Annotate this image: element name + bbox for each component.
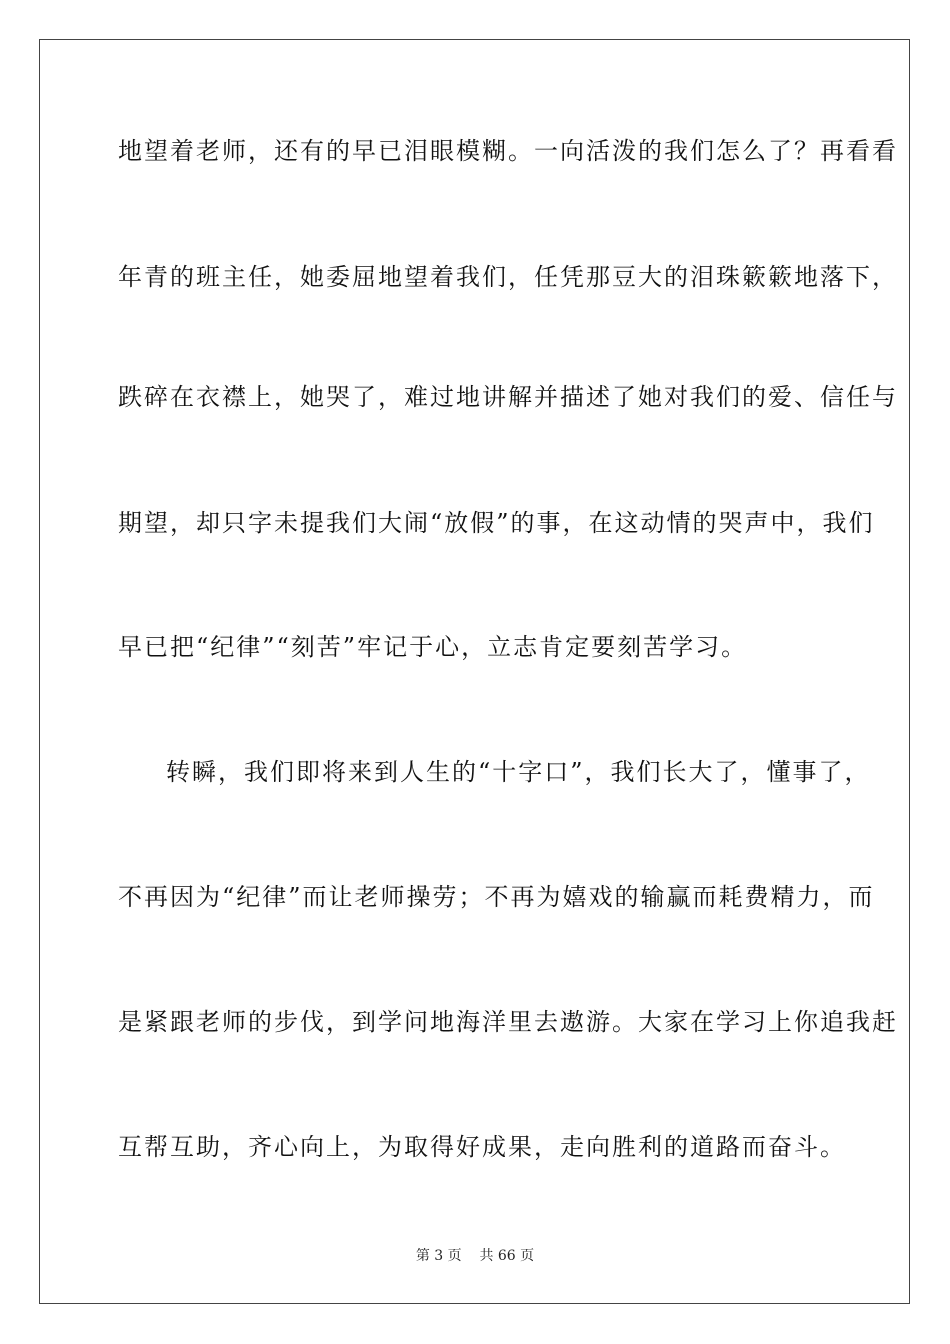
text-line: 互帮互助，齐心向上，为取得好成果，走向胜利的道路而奋斗。 <box>118 1133 846 1161</box>
page-border <box>39 39 910 1304</box>
page-number: 第 3 页 <box>415 1248 462 1264</box>
text-line: 地望着老师，还有的早已泪眼模糊。一向活泼的我们怎么了？再看看 <box>118 137 898 165</box>
page-footer <box>0 1247 950 1265</box>
text-line: 年青的班主任，她委屈地望着我们，任凭那豆大的泪珠簌簌地落下， <box>118 263 898 291</box>
page-total: 共 66 页 <box>479 1248 535 1264</box>
text-line: 早已把“纪律”“刻苦”牢记于心，立志肯定要刻苦学习。 <box>118 633 748 661</box>
text-line: 期望，却只字未提我们大闹“放假”的事，在这动情的哭声中，我们 <box>118 509 875 537</box>
text-line: 跌碎在衣襟上，她哭了，难过地讲解并描述了她对我们的爱、信任与 <box>118 383 898 411</box>
text-line: 是紧跟老师的步伐，到学问地海洋里去遨游。大家在学习上你追我赶 <box>118 1008 898 1036</box>
text-line-indented: 转瞬，我们即将来到人生的“十字口”，我们长大了，懂事了， <box>166 758 871 786</box>
text-line: 不再因为“纪律”而让老师操劳；不再为嬉戏的输赢而耗费精力，而 <box>118 883 875 911</box>
